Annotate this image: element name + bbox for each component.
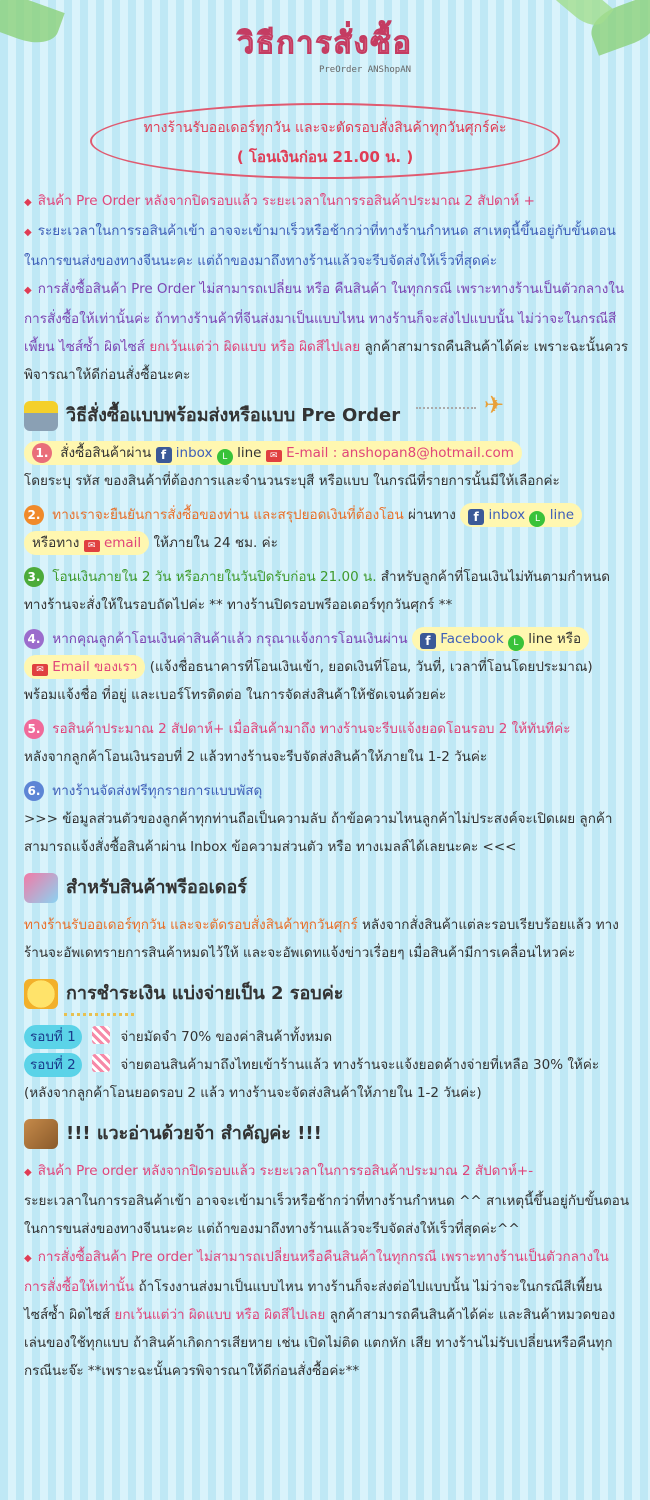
notice-line2: ( โอนเงินก่อน 21.00 น. ) [236,148,414,166]
book-icon [24,873,58,903]
round2-badge: รอบที่ 2 [24,1053,82,1077]
payment-round1 [24,1023,630,1051]
step2-detail: ให้ภายใน 24 ชม. ค่ะ [153,535,278,551]
inbox-link[interactable]: inbox [175,445,213,461]
line-icon: L [529,511,545,527]
step5-text: รอสินค้าประมาณ 2 สัปดาห์+ เมื่อสินค้ามาถึง ทางร้านจะรีบแจ้งยอดโอนรอบ 2 ให้ทันทีค่ะ [52,721,571,737]
step2-or: หรือทาง [32,535,80,551]
intro-text: การสั่งซื้อสินค้า Pre Order ไม่สามารถเปลี่ยน หรือ คืนสินค้า ในทุกกรณี เพราะทางร้านเป็นตัวกลางในการสั่งซื้อให้เท่านั้นค่ะ ถ้าทางร้านค้าที่จีนส่งมาเป็นแบบไหน ทางร้านก็จะส่งไปแบบนั้น ไม่ว่าจะในกรณีสีเพี้ยน ไซส์ซ้ำ ผิดไซส์ [24,281,625,355]
step4-pill-email [24,655,145,679]
step-4 [24,625,630,709]
step-6 [24,777,630,861]
preorder-heading [24,873,630,903]
step-number: 2. [24,505,44,525]
preorder-highlight: ทางร้านรับออเดอร์ทุกวัน และจะตัดรอบสั่งสินค้าทุกวันศุกร์ [24,917,358,933]
email-link[interactable]: E-mail : anshopan8@hotmail.com [286,445,514,461]
intro-text: ลูกค้าสามารถคืนสินค้าได้ค่ะ เพราะฉะนั้นควรพิจารณาให้ดีก่อนสั่งซื้อนะคะ [24,339,629,383]
preorder-heading-text: สำหรับสินค้าพรีออเดอร์ [66,877,247,898]
inbox-link[interactable]: inbox [488,507,526,523]
email-icon: ✉ [84,540,100,552]
step4-or: หรือ [556,631,582,647]
step-number: 3. [24,567,44,587]
dots-divider [64,1013,134,1019]
step4-text: หากคุณลูกค้าโอนเงินค่าสินค้าแล้ว กรุณาแจ้งการโอนเงินผ่าน [52,631,408,647]
round1-text: จ่ายมัดจำ 70% ของค่าสินค้าทั้งหมด [120,1029,333,1045]
line-link[interactable]: line [237,445,262,461]
header [0,0,650,75]
step3-detail: สำหรับลูกค้าที่โอนเงินไม่ทันตามกำหนด ทางร้านจะสั่งให้ในรอบถัดไปค่ะ ** ทางร้านปิดรอบพรีออเดอร์ทุกวันศุกร์ ** [24,569,611,613]
important-text: ระยะเวลาในการรอสินค้าเข้า อาจจะเข้ามาเร็วหรือช้ากว่าที่ทางร้านกำหนด ^^ สาเหตุนี้ขึ้นอยู่กับขั้นตอนในการขนส่งของทางจีนนะคะ แต่ถ้าของมาถึงทางร้านแล้วจะรีบจัดส่งให้เร็วที่สุดค่ะ^^ [24,1193,630,1237]
important-heading [24,1119,630,1149]
step3-text: โอนเงินภายใน 2 วัน หรือภายในวันปิดรับก่อน 21.00 น. [52,569,377,585]
book-icon [24,1119,58,1149]
facebook-icon: f [468,509,484,525]
cart-icon [24,401,58,431]
notice-line1: ทางร้านรับออเดอร์ทุกวัน และจะตัดรอบสั่งสินค้าทุกวันศุกร์ค่ะ [143,120,507,136]
step1-pill [24,441,522,465]
preorder-section [24,911,630,967]
round1-badge: รอบที่ 1 [24,1025,82,1049]
line-icon: L [508,635,524,651]
bullet-icon: ◆ [24,227,32,238]
howto-heading [24,401,630,431]
chick-icon [24,979,58,1009]
bullet-icon: ◆ [24,1253,32,1264]
email-icon: ✉ [266,450,282,462]
important-section [24,1157,630,1385]
step-2 [24,501,630,557]
step2-pill-email [24,531,149,555]
notice-oval [90,103,560,179]
preorder-text: หลังจากสั่งสินค้าแต่ละรอบเรียบร้อยแล้ว ทางร้านจะอัพเดทรายการสินค้าหมดไว้ให้ และจะอัพเดทแจ้งข่าวเรื่อยๆ เมื่อสินค้ามีการเคลื่อนไหวค่ะ [24,917,619,961]
email-icon: ✉ [32,664,48,676]
step-5 [24,715,630,771]
intro-text: ยกเว้นแต่ว่า ผิดแบบ หรือ ผิดสีไปเลย [149,339,361,355]
facebook-icon: f [420,633,436,649]
bullet-icon: ◆ [24,285,32,296]
page-subtitle: PreOrder ANShopAN [318,65,412,75]
important-text: ถ้าโรงงานส่งมาเป็นแบบไหน ทางร้านก็จะส่งต่อไปแบบนั้น ไม่ว่าจะในกรณีสีเพี้ยน ไซส์ซ้ำ ผิดไซส์ [24,1279,603,1323]
important-text: การสั่งซื้อสินค้า Pre order ไม่สามารถเปลี่ยนหรือคืนสินค้าในทุกกรณี เพราะทางร้านเป็นตัวกลางในการสั่งซื้อให้เท่านั้น [24,1249,609,1295]
line-link[interactable]: line [549,507,575,523]
step6-detail: >>> ข้อมูลส่วนตัวของลูกค้าทุกท่านถือเป็นความลับ ถ้าข้อความไหนลูกค้าไม่ประสงค์จะเปิดเผย ลูกค้าสามารถแจ้งสั่งซื้อสินค้าผ่าน Inbox ข้อความส่วนตัว หรือ ทางเมลล์ได้เลยนะคะ <<< [24,811,613,855]
step-number: 5. [24,719,44,739]
payment-heading-text: การชำระเงิน แบ่งจ่ายเป็น 2 รอบค่ะ [66,983,344,1004]
facebook-link[interactable]: Facebook [440,631,504,647]
step-3 [24,563,630,619]
content [0,187,650,1385]
intro-text: ระยะเวลาในการรอสินค้าเข้า อาจจะเข้ามาเร็วหรือช้ากว่าที่ทางร้านกำหนด สาเหตุนี้ขึ้นอยู่กับขั้นตอนในการขนส่งของทางจีนนะคะ แต่ถ้าของมาถึงทางร้านแล้วจะรีบจัดส่งให้เร็วที่สุดค่ะ [24,223,616,269]
payment-heading [24,979,630,1009]
plane-icon [416,407,476,425]
page-title: วิธีการสั่งซื้อ [237,26,413,61]
step2-text: ทางเราจะยืนยันการสั่งซื้อของท่าน และสรุปยอดเงินที่ต้องโอน [52,507,404,523]
important-heading-text: !!! แวะอ่านด้วยจ้า สำคัญค่ะ !!! [66,1123,322,1144]
line-icon: L [217,449,233,465]
intro-section [24,187,630,389]
step-number: 6. [24,781,44,801]
step-1 [24,439,630,495]
important-text: ลูกค้าสามารถคืนสินค้าได้ค่ะ และสินค้าหมวดของเล่นของใช้ทุกแบบ ถ้าสินค้าเกิดการเสียหาย เช่น เปิดไม่ติด แตกหัก เสีย ทางร้านไม่รับเปลี่ยนหรือคืนทุกกรณีนะจ๊ะ **เพราะฉะนั้นควรพิจารณาให้ดีก่อนสั่งซื้อค่ะ** [24,1307,616,1379]
bullet-icon: ◆ [24,197,32,208]
step5-detail: หลังจากลูกค้าโอนเงินรอบที่ 2 แล้วทางร้านจะรีบจัดส่งสินค้าให้ภายใน 1-2 วันค่ะ [24,749,488,765]
step1-detail: โดยระบุ รหัส ของสินค้าที่ต้องการและจำนวนระบุสี หรือแบบ ในกรณีที่รายการนั้นมีให้เลือกค่ะ [24,473,560,489]
important-text: ยกเว้นแต่ว่า ผิดแบบ หรือ ผิดสีไปเลย [114,1307,326,1323]
step-number: 1. [32,443,52,463]
email-link[interactable]: email [103,535,142,551]
email-link[interactable]: Email ของเรา [52,659,138,675]
facebook-icon: f [156,447,172,463]
step-number: 4. [24,629,44,649]
step2-pill [460,503,582,527]
step2-via: ผ่านทาง [408,507,456,523]
step6-text: ทางร้านจัดส่งฟรีทุกรายการแบบพัสดุ [52,783,263,799]
step1-text: สั่งซื้อสินค้าผ่าน [60,445,152,461]
step4-detail: (แจ้งชื่อธนาคารที่โอนเงินเข้า, ยอดเงินที่โอน, วันที่, เวลาที่โอนโดยประมาณ) พร้อมแจ้งชื่อ ที่อยู่ และเบอร์โทรติดต่อ ในการจัดส่งสินค้าให้ชัดเจนด้วยค่ะ [24,659,593,703]
round2-note: (หลังจากลูกค้าโอนยอดรอบ 2 แล้ว ทางร้านจะจัดส่งสินค้าให้ภายใน 1-2 วันค่ะ) [24,1085,482,1101]
line-link[interactable]: line [528,631,553,647]
intro-text: สินค้า Pre Order หลังจากปิดรอบแล้ว ระยะเวลาในการรอสินค้าประมาณ 2 สัปดาห์ + [37,193,535,209]
bag-icon [92,1026,110,1044]
payment-round2 [24,1051,630,1107]
bag-icon [92,1054,110,1072]
important-text: สินค้า Pre order หลังจากปิดรอบแล้ว ระยะเวลาในการรอสินค้าประมาณ 2 สัปดาห์+- [37,1163,534,1179]
howto-heading-text: วิธีสั่งซื้อแบบพร้อมส่งหรือแบบ Pre Order [66,405,401,426]
round2-text: จ่ายตอนสินค้ามาถึงไทยเข้าร้านแล้ว ทางร้านจะแจ้งยอดค้างจ่ายที่เหลือ 30% ให้ค่ะ [120,1057,600,1073]
bullet-icon: ◆ [24,1167,32,1178]
step4-pill [412,627,589,651]
